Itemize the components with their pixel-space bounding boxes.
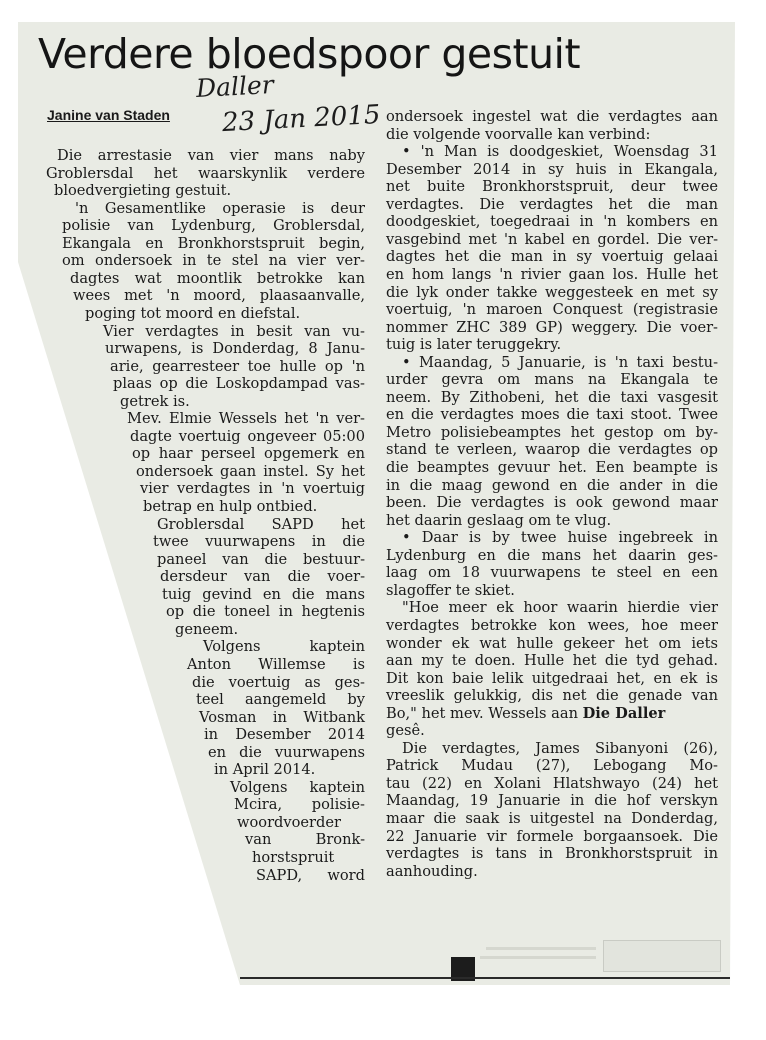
text-line: aan my te doen. Hulle het die tyd gehad. bbox=[386, 652, 718, 670]
text-line: slagoffer te skiet. bbox=[386, 581, 515, 599]
text-line: Volgens kaptein bbox=[230, 778, 365, 796]
text-line: plaas op die Loskopdampad vas- bbox=[113, 375, 365, 393]
text-line: Mcira, polisie- bbox=[234, 796, 365, 814]
text-line: om ondersoek in te stel na vier ver- bbox=[62, 252, 365, 270]
text-line: Mev. Elmie Wessels het 'n ver- bbox=[127, 410, 365, 428]
text-line: bloedvergieting gestuit. bbox=[54, 182, 232, 200]
text-line: getrek is. bbox=[120, 392, 190, 410]
text-line: het daarin geslaag om te vlug. bbox=[386, 511, 612, 529]
text-line: Maandag, 19 Januarie in die hof verskyn bbox=[386, 792, 718, 810]
text-line: teel aangemeld by bbox=[196, 691, 365, 709]
text-line: verdagtes. Die verdagtes het die man bbox=[386, 195, 718, 213]
article-headline: Verdere bloedspoor gestuit bbox=[38, 30, 581, 78]
text-line: in April 2014. bbox=[214, 761, 316, 779]
text-line: 'n Gesamentlike operasie is deur bbox=[75, 199, 365, 217]
text-line: en die vuurwapens bbox=[208, 743, 365, 761]
text-line: 22 Januarie vir formele borgaansoek. Die bbox=[386, 827, 718, 845]
text-line: Lydenburg en die mans het daarin ges- bbox=[386, 546, 718, 564]
text-line: wonder ek wat hulle gekeer het om iets bbox=[386, 634, 718, 652]
text-line: die beamptes gevuur het. Een beampte is bbox=[386, 459, 718, 476]
text-line: tuig gevind en die mans bbox=[162, 585, 365, 603]
text-line: Desember 2014 in sy huis in Ekangala, bbox=[386, 160, 718, 178]
text-line: betrap en hulp ontbied. bbox=[143, 498, 318, 515]
text-line: stand te verleen, waarop die verdagtes op bbox=[386, 441, 718, 459]
text-line: verdagtes is tans in Bronkhorstspruit in bbox=[386, 845, 718, 863]
text-line: urder gevra om mans na Ekangala te bbox=[386, 371, 718, 389]
text-line: tau (22) en Xolani Hlatshwayo (24) het bbox=[386, 774, 718, 792]
text-line: dersdeur van die voer- bbox=[160, 568, 365, 586]
text-line: paneel van die bestuur- bbox=[157, 550, 365, 568]
text-line: dagtes wat moontlik betrokke kan bbox=[70, 269, 365, 287]
bleed-through-line bbox=[480, 956, 596, 959]
text-line: in Desember 2014 bbox=[204, 726, 365, 744]
text-line: dagte voertuig ongeveer 05:00 bbox=[130, 427, 365, 445]
text-line: nommer ZHC 389 GP) weggery. Die voer- bbox=[386, 318, 718, 336]
text-line: doodgeskiet, toegedraai in 'n kombers en bbox=[386, 213, 718, 231]
text-line: Groblersdal het waarskynlik verdere bbox=[46, 164, 365, 182]
text-line: aanhouding. bbox=[386, 862, 478, 880]
text-line: Die verdagtes, James Sibanyoni (26), bbox=[402, 739, 718, 757]
text-line: dagtes het die man in sy voertuig gelaai bbox=[386, 248, 718, 266]
text-line: die volgende voorvalle kan verbind: bbox=[386, 125, 651, 143]
text-line: Anton Willemse is bbox=[187, 655, 365, 673]
text-line: ondersoek gaan instel. Sy het bbox=[136, 462, 365, 480]
text-line: vier verdagtes in 'n voertuig bbox=[140, 480, 365, 498]
text-line: poging tot moord en diefstal. bbox=[85, 304, 301, 322]
text-line: arie, gearresteer toe hulle op 'n bbox=[110, 357, 365, 375]
text-line: voertuig, 'n maroen Conquest (registrasie bbox=[386, 301, 718, 319]
text-line: • 'n Man is doodgeskiet, Woensdag 31 bbox=[402, 143, 718, 161]
text-line: • Daar is by twee huise ingebreek in bbox=[402, 529, 718, 547]
text-line: polisie van Lydenburg, Groblersdal, bbox=[62, 217, 365, 235]
bleed-through-line bbox=[486, 947, 596, 950]
byline: Janine van Staden bbox=[47, 107, 170, 123]
text-line: Dit kon baie lelik uitgedraai het, en ek is bbox=[386, 669, 718, 687]
text-line: SAPD, word bbox=[256, 866, 365, 884]
text-line: die lyk onder takke weggesteek en met sy bbox=[386, 283, 718, 301]
text-line: op die toneel in hegtenis bbox=[166, 603, 365, 621]
text-line: vreeslik gelukkig, dis net die genade van bbox=[386, 687, 718, 705]
text-line: net buite Bronkhorstspruit, deur twee bbox=[386, 178, 718, 196]
text-line: been. Die verdagtes is ook gewond maar bbox=[386, 494, 718, 512]
text-line: tuig is later teruggekry. bbox=[386, 336, 562, 354]
newspaper-name-bold: Die Daller bbox=[582, 704, 666, 722]
text-line: gesê. bbox=[386, 722, 425, 740]
text-line: Volgens kaptein bbox=[203, 638, 365, 656]
text-line: Bo," het mev. Wessels aan Die Daller bbox=[386, 704, 666, 722]
bottom-rule bbox=[240, 977, 730, 979]
text-line: urwapens, is Donderdag, 8 Janu- bbox=[105, 340, 365, 358]
text-line: en die verdagtes moes die taxi stoot. Twee bbox=[386, 406, 718, 424]
text-line: Patrick Mudau (27), Lebogang Mo- bbox=[386, 757, 718, 775]
text-line: op haar perseel opgemerk en bbox=[132, 445, 365, 463]
text-line: geneem. bbox=[175, 620, 239, 638]
text-line: die voertuig as ges- bbox=[192, 673, 365, 691]
text-line: ondersoek ingestel wat die verdagtes aan bbox=[386, 108, 718, 125]
bleed-through-box bbox=[603, 940, 721, 972]
text-line: neem. By Zithobeni, het die taxi vasgesit bbox=[386, 388, 718, 406]
handwritten-paper-name: Daller bbox=[195, 69, 275, 104]
text-line: laag om 18 vuurwapens te steel en een bbox=[386, 564, 718, 582]
text-line: vasgebind met 'n kabel en gordel. Die ver- bbox=[386, 230, 718, 248]
text-line: Vosman in Witbank bbox=[199, 708, 365, 726]
text-line: horstspruit bbox=[252, 849, 335, 866]
text-line: wees met 'n moord, plaasaanvalle, bbox=[73, 287, 365, 305]
text-line: woordvoerder bbox=[237, 813, 341, 831]
text-line: Ekangala en Bronkhorstspruit begin, bbox=[62, 234, 365, 252]
text-line: verdagtes betrokke kon wees, hoe meer bbox=[386, 616, 718, 634]
text-line: van Bronk- bbox=[245, 831, 365, 849]
text-line: • Maandag, 5 Januarie, is 'n taxi bestu- bbox=[402, 353, 718, 371]
text-line: in die maag gewond en die ander in die bbox=[386, 476, 718, 494]
text-line: Groblersdal SAPD het bbox=[157, 515, 365, 533]
text-line: Vier verdagtes in besit van vu- bbox=[103, 322, 365, 340]
text-line: Die arrestasie van vier mans naby bbox=[57, 147, 365, 164]
text-line: Metro polisiebeamptes het gestop om by- bbox=[386, 423, 718, 441]
text-line: maar die saak is uitgestel na Donderdag, bbox=[386, 810, 718, 827]
text-line: "Hoe meer ek hoor waarin hierdie vier bbox=[402, 599, 718, 617]
handwritten-date: 23 Jan 2015 bbox=[221, 99, 382, 139]
text-line: twee vuurwapens in die bbox=[153, 533, 365, 551]
text-line: en hom langs 'n rivier gaan los. Hulle het bbox=[386, 265, 718, 283]
